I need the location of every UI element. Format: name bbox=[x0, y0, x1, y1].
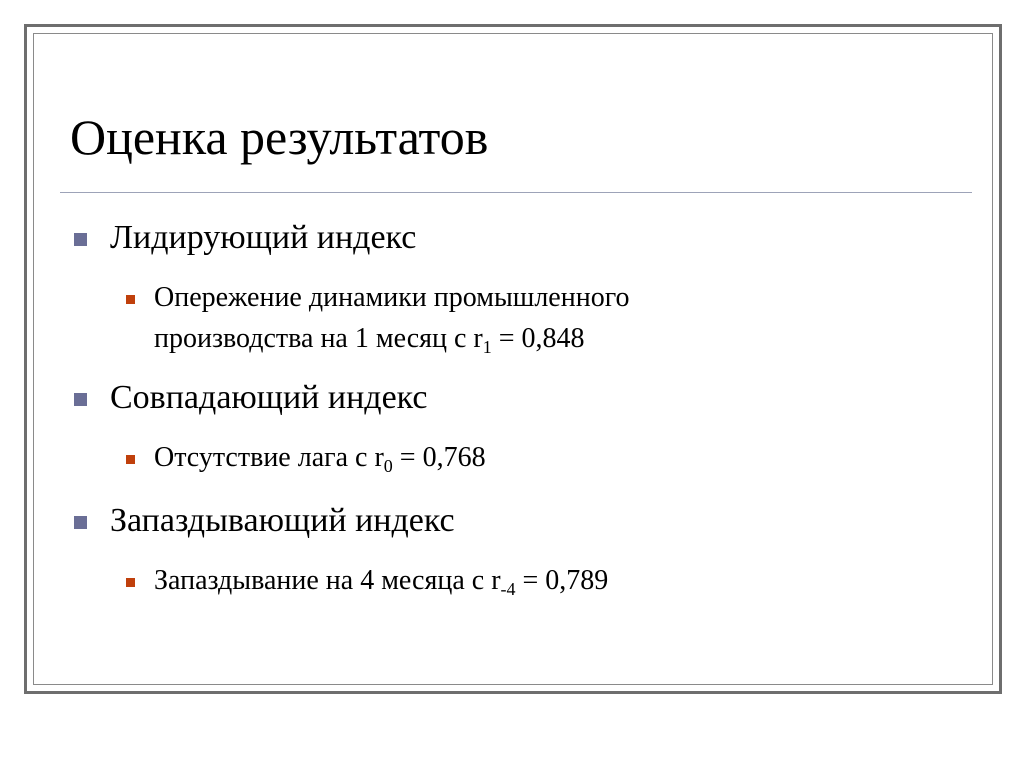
sub-bullet-leading-subscript: 1 bbox=[482, 337, 492, 357]
sub-bullet-leading-line1: Опережение динамики промышленного bbox=[154, 282, 630, 313]
sub-bullet-lagging-value: = 0,789 bbox=[515, 565, 609, 596]
square-bullet-icon bbox=[74, 393, 87, 406]
sub-bullet-leading-line2: производства на 1 месяц с r bbox=[154, 323, 483, 354]
sub-bullet-coincident-text: Отсутствие лага с r bbox=[154, 442, 384, 473]
sub-bullet-lagging-text: Запаздывание на 4 месяца с r bbox=[154, 565, 501, 596]
square-bullet-icon bbox=[74, 233, 87, 246]
slide-title: Оценка результатов bbox=[70, 109, 489, 165]
sub-bullet-leading-value: = 0,848 bbox=[491, 323, 585, 354]
small-square-bullet-icon bbox=[126, 455, 135, 464]
sub-bullet-lagging-index bbox=[72, 560, 962, 601]
sub-bullet-coincident-index bbox=[72, 437, 962, 478]
bullet-lagging-index bbox=[72, 498, 962, 544]
sub-bullet-coincident-value: = 0,768 bbox=[392, 442, 486, 473]
small-square-bullet-icon bbox=[126, 295, 135, 304]
square-bullet-icon bbox=[74, 516, 87, 529]
sub-bullet-lagging-subscript: -4 bbox=[500, 579, 516, 599]
title-divider bbox=[60, 192, 972, 193]
small-square-bullet-icon bbox=[126, 578, 135, 587]
bullet-coincident-index bbox=[72, 375, 962, 421]
sub-bullet-leading-index bbox=[72, 277, 962, 359]
sub-bullet-coincident-subscript: 0 bbox=[383, 456, 393, 476]
bullet-leading-index-label: Лидирующий индекс bbox=[110, 219, 417, 256]
bullet-lagging-index-label: Запаздывающий индекс bbox=[110, 502, 455, 539]
bullet-coincident-index-label: Совпадающий индекс bbox=[110, 379, 428, 416]
slide-content bbox=[72, 215, 962, 601]
bullet-leading-index bbox=[72, 215, 962, 261]
